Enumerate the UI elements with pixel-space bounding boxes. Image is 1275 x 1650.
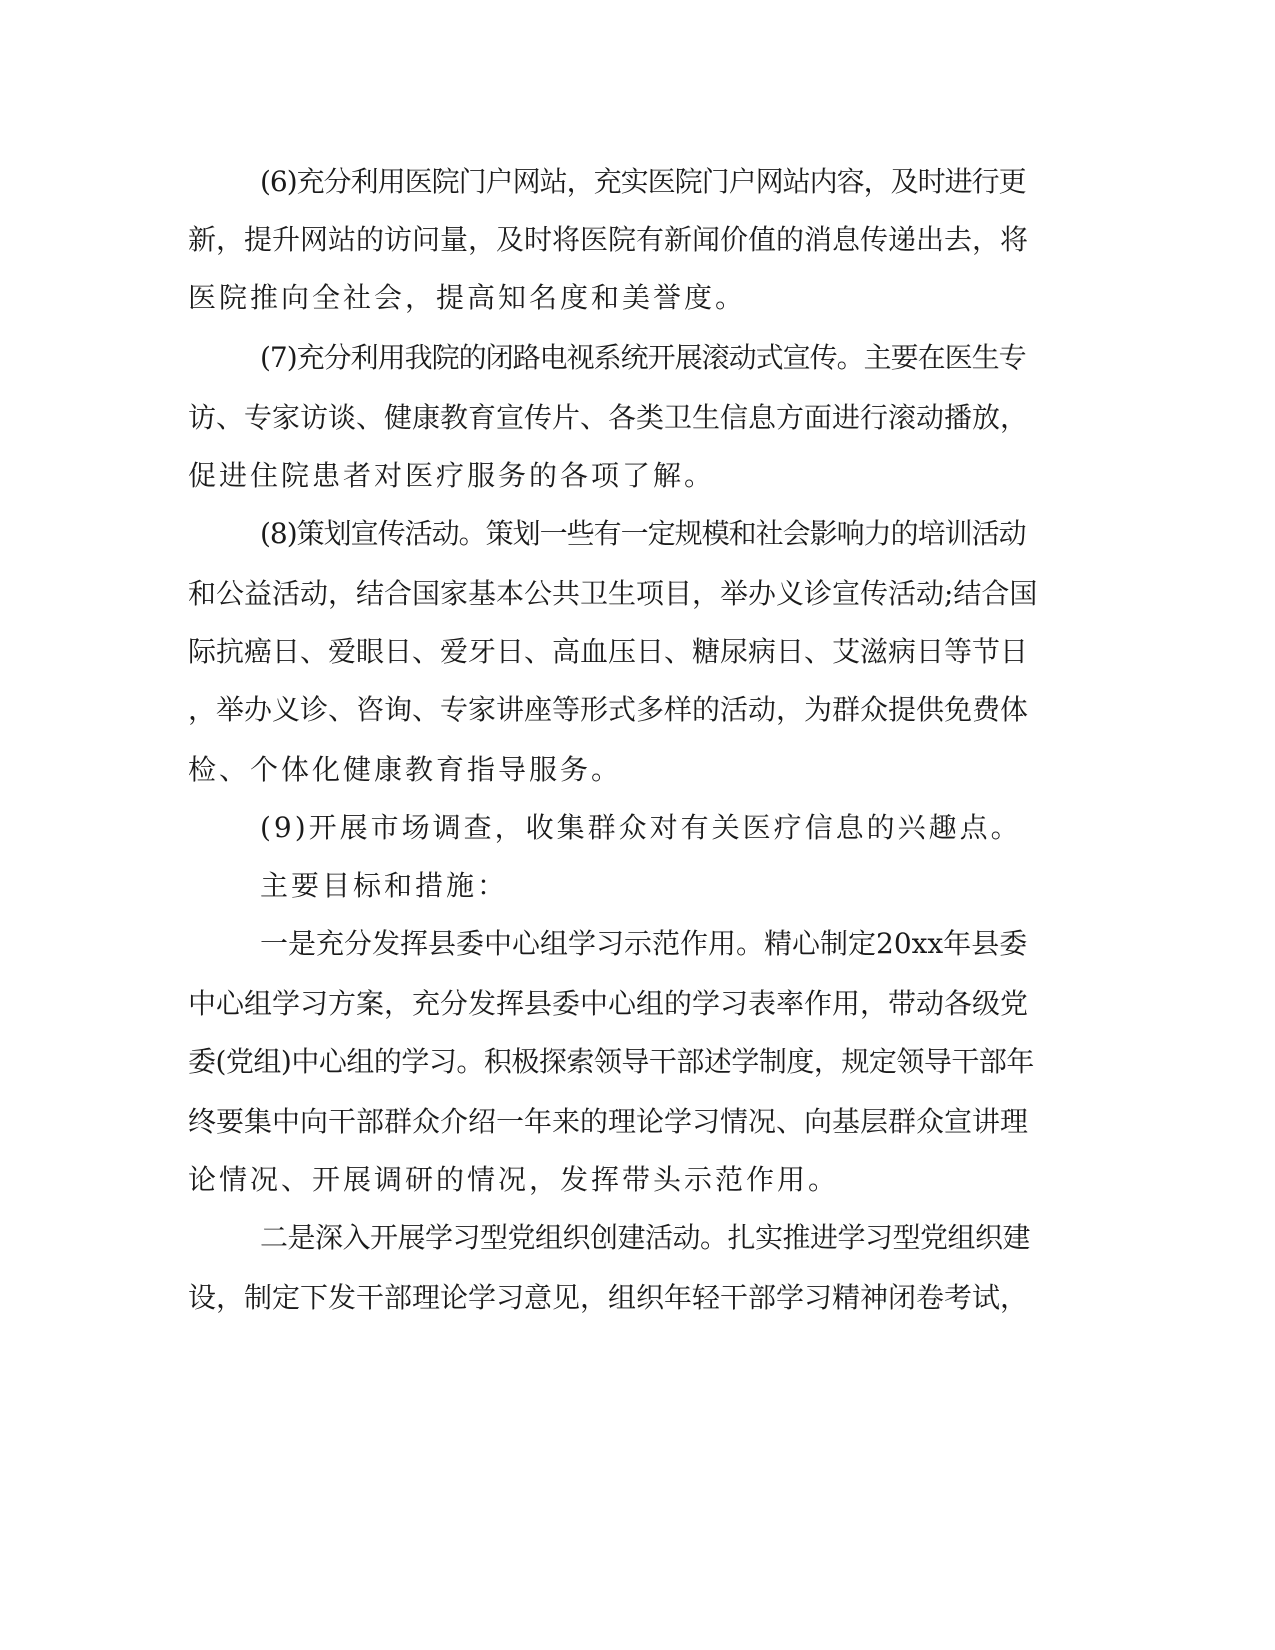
paragraph-8-line-2: 和公益活动，结合国家基本公共卫生项目，举办义诊宣传活动;结合国 (188, 577, 1038, 610)
measure-1-line-3: 委(党组)中心组的学习。积极探索领导干部述学制度，规定领导干部年 (188, 1045, 1034, 1078)
measure-2-line-2: 设，制定下发干部理论学习意见，组织年轻干部学习精神闭卷考试， (188, 1281, 1029, 1314)
paragraph-8-line-5: 检、个体化健康教育指导服务。 (188, 753, 623, 786)
measure-1-line-5: 论情况、开展调研的情况，发挥带头示范作用。 (188, 1163, 840, 1196)
paragraph-6-line-1: (6)充分利用医院门户网站，充实医院门户网站内容，及时进行更 (260, 165, 1026, 198)
section-heading: 主要目标和措施： (260, 869, 509, 902)
paragraph-8-line-1: (8)策划宣传活动。策划一些有一定规模和社会影响力的培训活动 (260, 517, 1026, 550)
paragraph-9-line-1: (9)开展市场调查，收集群众对有关医疗信息的兴趣点。 (260, 811, 1022, 844)
paragraph-8-line-3: 际抗癌日、爱眼日、爱牙日、高血压日、糖尿病日、艾滋病日等节日 (188, 635, 1029, 668)
paragraph-8-line-4: ，举办义诊、咨询、专家讲座等形式多样的活动，为群众提供免费体 (188, 693, 1029, 726)
paragraph-6-line-2: 新，提升网站的访问量，及时将医院有新闻价值的消息传递出去，将 (188, 223, 1029, 256)
measure-1-line-4: 终要集中向干部群众介绍一年来的理论学习情况、向基层群众宣讲理 (188, 1105, 1029, 1138)
paragraph-6-line-3: 医院推向全社会，提高知名度和美誉度。 (188, 281, 747, 314)
measure-1-line-1: 一是充分发挥县委中心组学习示范作用。精心制定20xx年县委 (260, 927, 1028, 960)
paragraph-7-line-1: (7)充分利用我院的闭路电视系统开展滚动式宣传。主要在医生专 (260, 341, 1026, 374)
measure-2-line-1: 二是深入开展学习型党组织创建活动。扎实推进学习型党组织建 (260, 1221, 1031, 1254)
paragraph-7-line-3: 促进住院患者对医疗服务的各项了解。 (188, 459, 716, 492)
paragraph-7-line-2: 访、专家访谈、健康教育宣传片、各类卫生信息方面进行滚动播放， (188, 401, 1029, 434)
measure-1-line-2: 中心组学习方案，充分发挥县委中心组的学习表率作用，带动各级党 (188, 987, 1029, 1020)
